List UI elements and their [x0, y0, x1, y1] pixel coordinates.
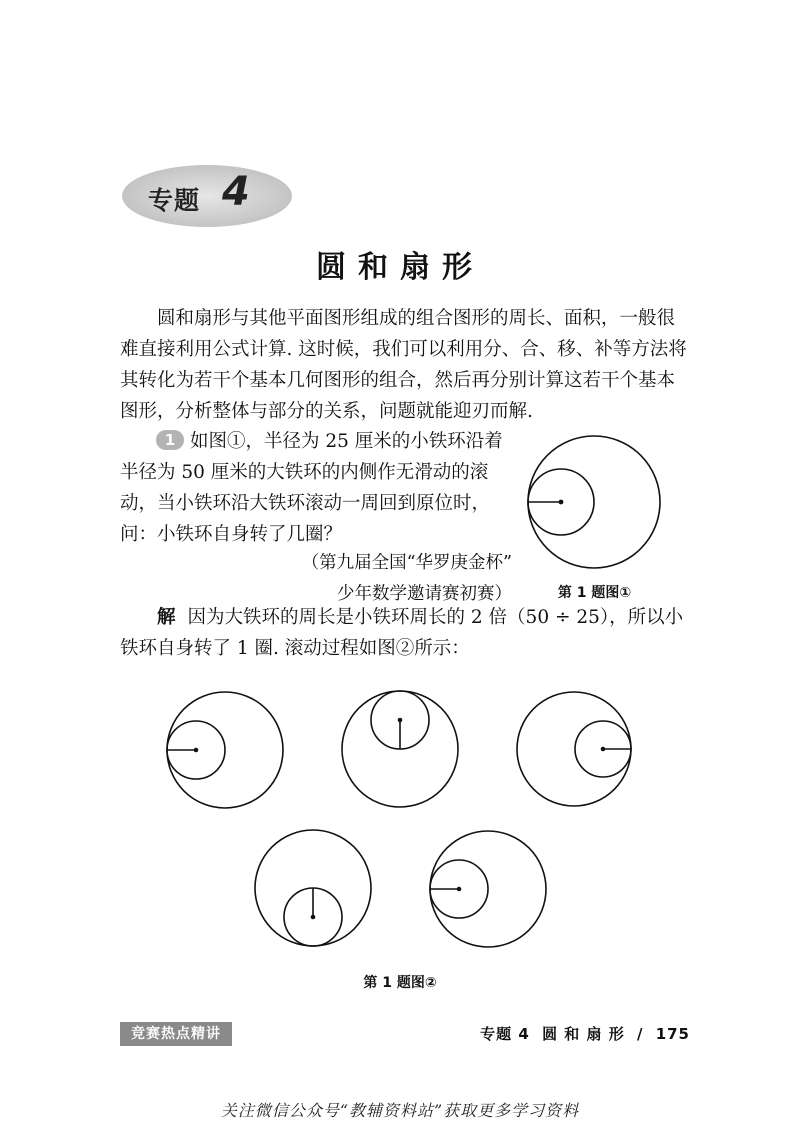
figure-2-step-2-center-dot [398, 718, 403, 723]
figure-2-step-1-center-dot [194, 748, 199, 753]
figure-1-center-dot [559, 500, 564, 505]
figure-2-step-3-center-dot [601, 747, 606, 752]
chapter-title: 圆和扇形 [316, 250, 484, 285]
figure-2-step-4-center-dot [311, 915, 316, 920]
bottom-note: 关注微信公众号“教辅资料站”获取更多学习资料 [220, 1101, 580, 1120]
figure-2-step-4 [255, 830, 371, 946]
figure-2-step-5 [430, 831, 546, 947]
problem-number-badge: 1 [156, 430, 184, 450]
figure-1-caption: 第 1 题图① [557, 585, 632, 601]
footer-title: 圆 和 扇 形 [542, 1025, 625, 1043]
figure-2-step-3 [517, 692, 631, 806]
page-number: 175 [655, 1025, 690, 1043]
problem-text: 如图①，半径为 25 厘米的小铁环沿着半径为 50 厘米的大铁环的内侧作无滑动的滚动，当小铁环沿大铁环滚动一周回到原位时，问：小铁环自身转了几圈？ [120, 431, 503, 545]
footer-running-head [440, 1022, 690, 1046]
solution-text: 因为大铁环的周长是小铁环周长的 2 倍（50 ÷ 25），所以小铁环自身转了 1 圈. 滚动过程如图②所示： [120, 607, 684, 659]
figure-2-step-2 [342, 691, 458, 807]
source-line-2: 少年数学邀请赛初赛） [337, 584, 512, 604]
figure-1 [528, 436, 660, 568]
footer-topic: 专题 4 [480, 1025, 530, 1043]
footer-separator: / [636, 1025, 644, 1043]
figure-2-step-1 [167, 692, 283, 808]
source-line-1: （第九届全国“华罗庚金杯” [301, 553, 512, 573]
intro-paragraph: 圆和扇形与其他平面图形组成的组合图形的周长、面积，一般很难直接利用公式计算. 这时候，我们可以利用分、合、移、补等方法将其转化为若干个基本几何图形的组合，然后再分别计算这若干个基本图形，分析整体与部分的关系，问题就能迎刃而解. [120, 308, 687, 422]
topic-number: 4 [222, 169, 250, 215]
solution-label: 解 [157, 607, 176, 628]
figure-2-caption: 第 1 题图② [363, 975, 437, 991]
topic-label: 专题 [148, 186, 201, 215]
footer-series-label: 竞赛热点精讲 [120, 1022, 232, 1046]
figure-2-step-5-center-dot [457, 887, 462, 892]
